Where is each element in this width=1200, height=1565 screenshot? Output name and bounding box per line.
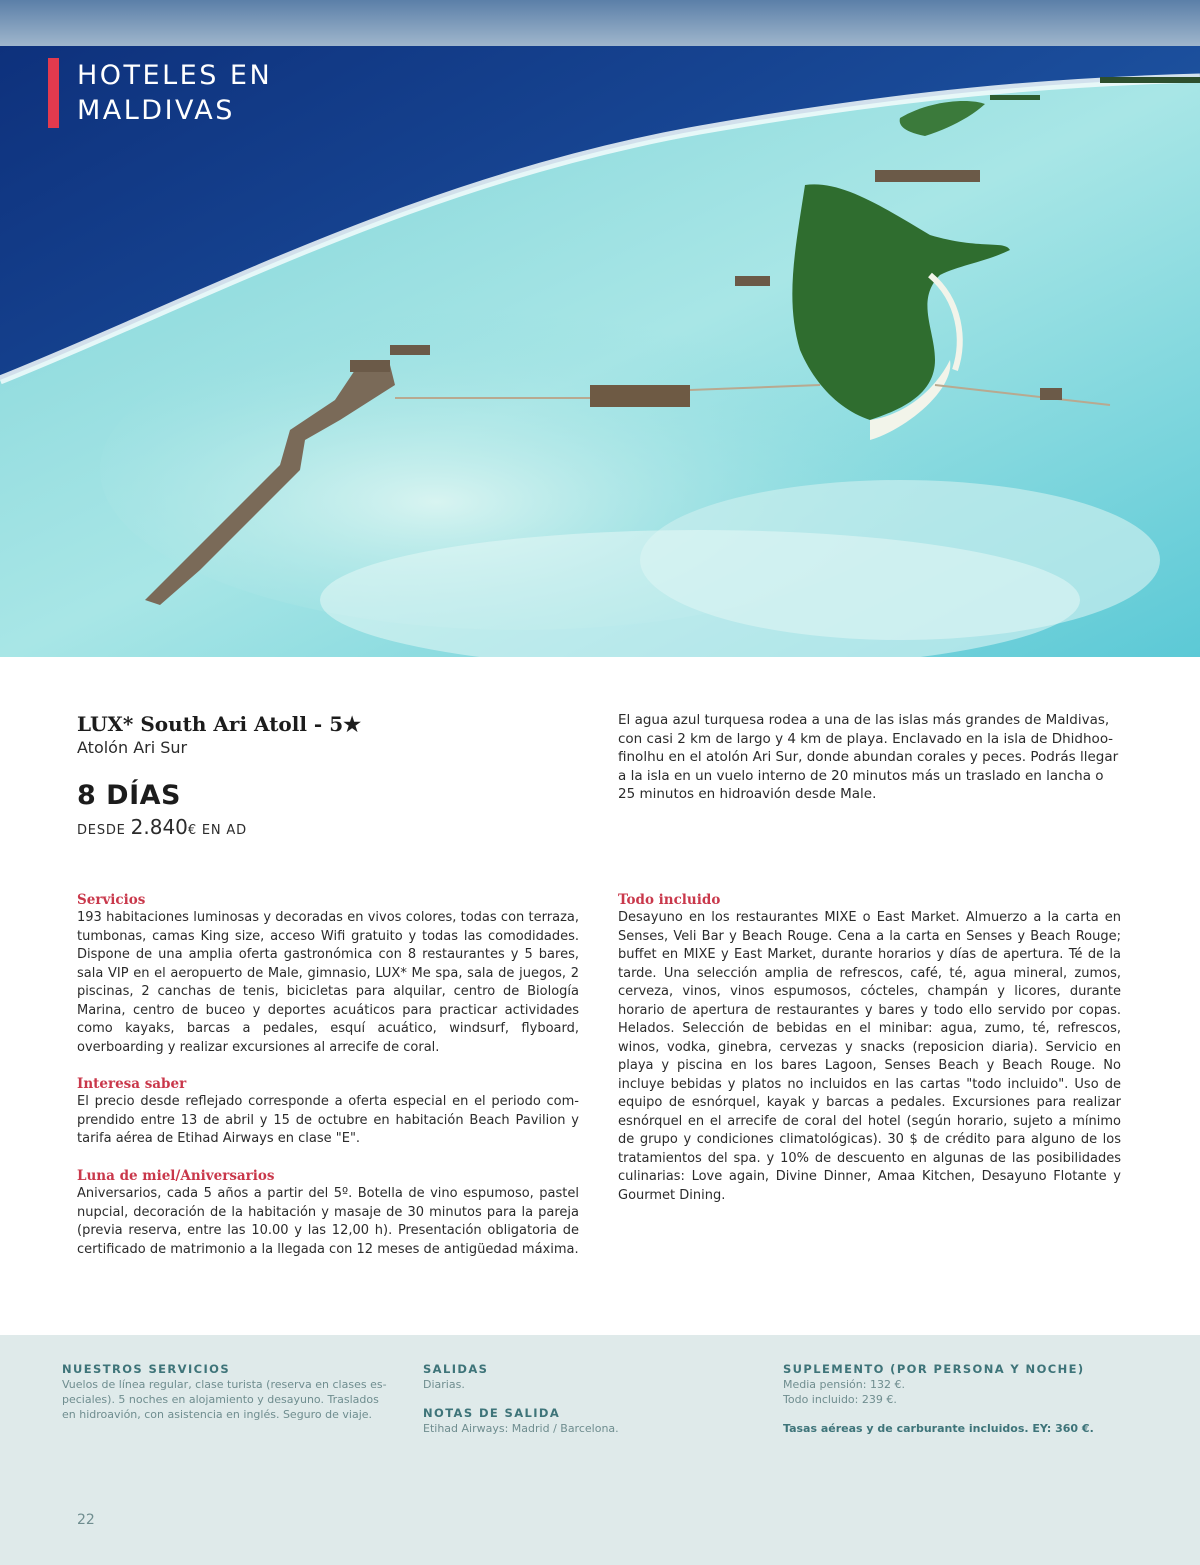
section-interesa-saber: [77, 1075, 579, 1149]
footer-salidas-text: Diarias.: [423, 1378, 465, 1391]
price-amount: 2.840: [130, 815, 188, 839]
footer-suplemento: [783, 1362, 1143, 1436]
price-line: [77, 815, 247, 839]
hotel-intro: El agua azul turquesa rodea a una de las islas más grandes de Maldivas, con casi 2 km de largo y 4 km de playa. Enclavado en la isla de Dhidhoofinolhu en el atolón Ari Sur, donde abundan corales y peces. Podrás llegar a la isla en un vuelo interno de 20 minutos más un traslado en lancha o 25 minutos en hidroavión desde Male.: [618, 712, 1119, 802]
section-title: Luna de miel/Aniversarios: [77, 1168, 275, 1184]
footer-salidas: [423, 1362, 723, 1436]
footer-suplemento-title: SUPLEMENTO (POR PERSONA Y NOCHE): [783, 1362, 1085, 1376]
footer-servicios: [62, 1362, 392, 1422]
footer-notas-title: NOTAS DE SALIDA: [423, 1406, 561, 1420]
footer-suplemento-line2: Todo incluido: 239 €.: [783, 1393, 897, 1406]
section-title: Interesa saber: [77, 1076, 187, 1092]
footer-suplemento-line1: Media pensión: 132 €.: [783, 1378, 905, 1391]
hero-title-line1: HOTELES EN: [77, 60, 273, 91]
title-accent-bar: [48, 58, 59, 128]
hotel-name: LUX* South Ari Atoll - 5★: [77, 712, 362, 736]
section-luna-de-miel: [77, 1167, 579, 1259]
section-todo-incluido: [618, 891, 1121, 1205]
section-servicios: [77, 891, 579, 1057]
page-number: 22: [77, 1512, 95, 1528]
section-title: Todo incluido: [618, 892, 721, 908]
footer-notas-text: Etihad Airways: Madrid / Barcelona.: [423, 1422, 619, 1435]
section-text: El precio desde reflejado corresponde a oferta especial en el periodo comprendido entre 13 de abril y 15 de octubre en habitación Beach Pavilion y tarifa aérea de Etihad Airways en clase "E".: [77, 1094, 579, 1146]
price-prefix: DESDE: [77, 823, 126, 838]
section-text: Aniversarios, cada 5 años a partir del 5º. Botella de vino espumoso, pastel nupcial, decoración de la habitación y masaje de 30 minutos para la pareja (previa reserva, entre las 10.00 y las 12,00 h). Presentación obligatoria de certificado de matrimonio a la llegada con 12 meses de antigüedad máxima.: [77, 1186, 579, 1257]
section-text: 193 habitaciones luminosas y decoradas en vivos colores, todas con terraza, tumbonas, camas King size, acceso Wifi gratuito y todas las comodidades. Dispone de una amplia oferta gastronómica con 8 restaurantes y 5 bares, sala VIP en el aeropuerto de Male, gimnasio, LUX* Me spa, sala de juegos, 2 piscinas, 2 canchas de tenis, bicicletas para alquilar, centro de Biología Marina, centro de buceo y deportes acuáticos para practicar actividades como kayaks, barcas a pedales, esquí acuático, windsurf, flyboard, overboarding y realizar excursiones al arrecife de coral.: [77, 910, 579, 1055]
hero-title: [48, 58, 272, 128]
price-suffix: € EN AD: [187, 823, 247, 838]
footer-tasas: Tasas aéreas y de carburante incluidos. EY: 360 €.: [783, 1422, 1094, 1435]
footer-servicios-title: NUESTROS SERVICIOS: [62, 1362, 231, 1376]
hotel-location: Atolón Ari Sur: [77, 738, 188, 757]
footer-servicios-text: Vuelos de línea regular, clase turista (reserva en clases especiales). 5 noches en alojamiento y desayuno. Traslados en hidroavión, con asistencia en inglés. Seguro de viaje.: [62, 1378, 387, 1421]
hero-title-line2: MALDIVAS: [77, 95, 235, 126]
trip-duration: 8 DÍAS: [77, 780, 181, 811]
footer-salidas-title: SALIDAS: [423, 1362, 489, 1376]
section-text: Desayuno en los restaurantes MIXE o East Market. Almuerzo a la carta en Senses, Veli Bar y Beach Rouge. Cena a la carta en Senses y Beach Rouge; buffet en MIXE y East Market, durante horarios y días de apertura. Té de la tarde. Una selección amplia de refrescos, café, té, agua mineral, zumos, cerveza, vinos, vinos espumosos, cócteles, champán y licores, durante horario de apertura de restaurantes y bares y todo ello servido por copas. Helados. Selección de bebidas en el minibar: agua, zumo, té, refrescos, winos, vodka, ginebra, cervezas y snacks (reposicion diaria). Servicio en playa y piscina en los bares Lagoon, Senses Beach y Beach Rouge. No incluye bebidas y platos no incluidos en las cartas "todo incluido". Uso de equipo de esnórquel, kayak y barcas a pedales. Excursiones para realizar esnórquel en el arrecife de coral del hotel (según horario, sujeto a mínimo de grupo y condiciones climatológicas). 30 $ de crédito para alguno de los tratamientos del spa. y 10% de descuento en algunas de las posibilidades culinarias: Love again, Divine Dinner, Amaa Kitchen, Desayuno Flotante y Gourmet Dining.: [618, 910, 1121, 1203]
footer-panel: [0, 1335, 1200, 1565]
section-title: Servicios: [77, 892, 146, 908]
